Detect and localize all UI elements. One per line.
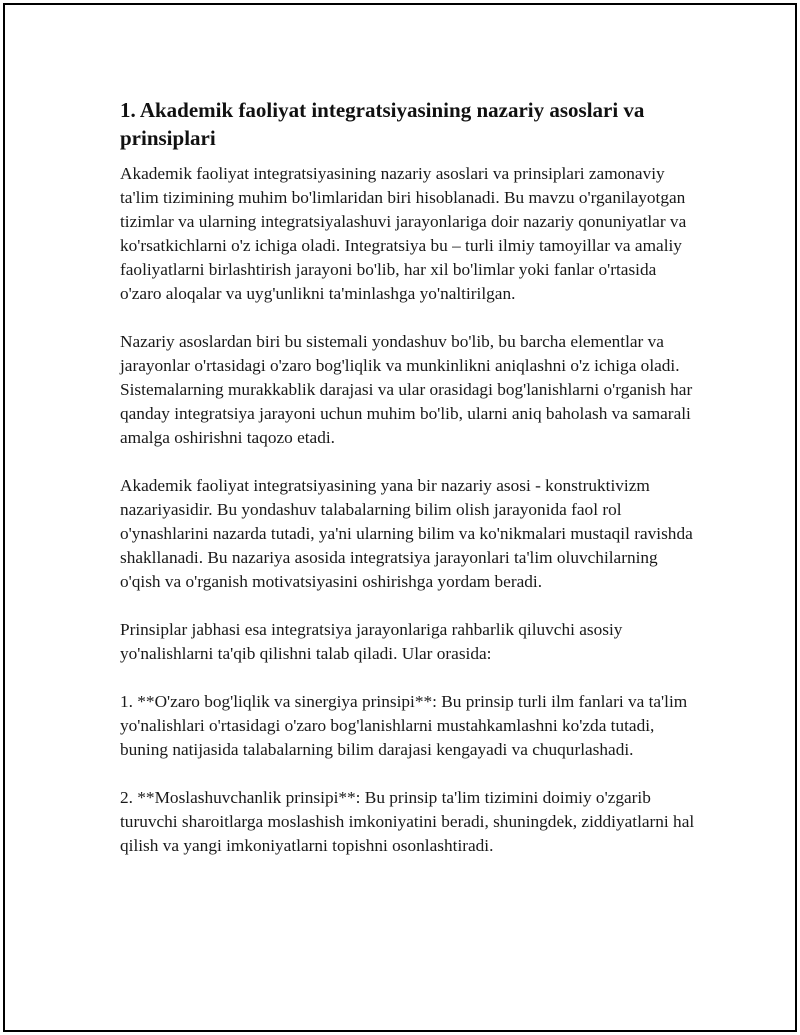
document-page [3,3,797,1032]
paragraph-constructivism: Akademik faoliyat integratsiyasining yana bir nazariy asosi - konstruktivizm nazariyasidir. Bu yondashuv talabalarning bilim olish jarayonida faol rol o'ynashlarini nazarda tutadi, ya'ni ularning bilim va ko'nikmalari mustaqil ravishda shakllanadi. Bu nazariya asosida integratsiya jarayonlari ta'lim oluvchilarning o'qish va o'rganish motivatsiyasini oshirishga yordam beradi. [120,476,693,591]
list-item-principle-2: 2. **Moslashuvchanlik prinsipi**: Bu prinsip ta'lim tizimini doimiy o'zgarib turuvchi sharoitlarga moslashish imkoniyatini beradi, shuningdek, ziddiyatlarni hal qilish va yangi imkoniyatlarni topishni osonlashtiradi. [120,788,695,855]
paragraph-intro: Akademik faoliyat integratsiyasining nazariy asoslari va prinsiplari zamonaviy ta'lim tizimining muhim bo'limlaridan biri hisoblanadi. Bu mavzu o'rganilayotgan tizimlar va ularning integratsiyalashuvi jarayonlariga doir nazariy qonuniyatlar va ko'rsatkichlarni o'z ichiga oladi. Integratsiya bu – turli ilmiy tamoyillar va amaliy faoliyatlarni birlashtirish jarayoni bo'lib, har xil bo'limlar yoki fanlar o'rtasida o'zaro aloqalar va uyg'unlikni ta'minlashga yo'naltirilgan. [120,164,687,303]
list-item-principle-1: 1. **O'zaro bog'liqlik va sinergiya prinsipi**: Bu prinsip turli ilm fanlari va ta'lim yo'nalishlari o'rtasidagi o'zaro bog'lanishlarni mustahkamlashni ko'zda tutadi, buning natijasida talabalarning bilim darajasi kengayadi va chuqurlashadi. [120,692,688,759]
paragraph-principles-intro: Prinsiplar jabhasi esa integratsiya jarayonlariga rahbarlik qiluvchi asosiy yo'nalishlarni ta'qib qilishni talab qiladi. Ular orasida: [120,620,623,663]
document-body [120,97,700,858]
section-heading: 1. Akademik faoliyat integratsiyasining nazariy asoslari va prinsiplari [120,98,645,150]
paragraph-systems-approach: Nazariy asoslardan biri bu sistemali yondashuv bo'lib, bu barcha elementlar va jarayonlar o'rtasidagi o'zaro bog'liqlik va munkinlikni aniqlashni o'z ichiga oladi. Sistemalarning murakkablik darajasi va ular orasidagi bog'lanishlarni o'rganish har qanday integratsiya jarayoni uchun muhim bo'lib, ularni aniq baholash va samarali amalga oshirishni taqozo etadi. [120,332,693,447]
